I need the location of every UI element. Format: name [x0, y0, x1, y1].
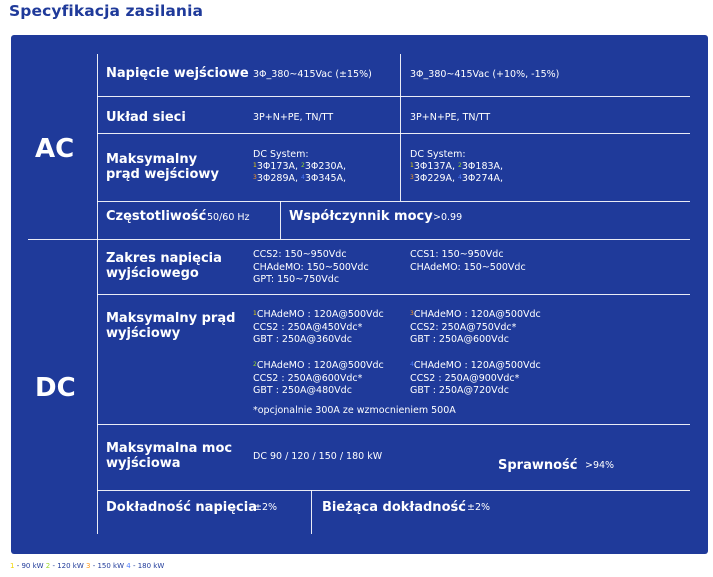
voltage-range: CCS1: 150~950Vdc — [410, 249, 504, 260]
current-line: CCS2: 250A@750Vdc* — [410, 321, 517, 333]
voltage-range: CHAdeMO: 150~500Vdc — [410, 261, 526, 273]
marker-1: 1 — [253, 310, 257, 317]
divider — [97, 490, 690, 491]
legend — [10, 562, 164, 570]
output-voltage-label — [106, 251, 222, 281]
marker-2: 2 — [253, 361, 257, 368]
current-line: CCS2 : 250A@450Vdc* — [253, 321, 363, 333]
current-line: CCS2 : 250A@600Vdc* — [253, 372, 363, 384]
current-value: 3Φ289A, — [256, 173, 299, 184]
max-input-current-col2 — [410, 149, 503, 185]
max-output-current-label — [106, 311, 235, 341]
efficiency-label: Sprawność — [498, 458, 578, 473]
label-line: wyjściowego — [106, 266, 199, 281]
current-line: CHAdeMO : 120A@500Vdc — [256, 309, 384, 320]
system-heading: DC System: — [410, 149, 466, 160]
power-factor-value: >0.99 — [433, 212, 463, 223]
divider — [400, 54, 401, 201]
current-line: GBT : 250A@480Vdc — [253, 385, 352, 396]
legend-marker-1: 1 — [10, 562, 15, 570]
divider — [311, 490, 312, 534]
network-value-1: 3P+N+PE, TN/TT — [253, 112, 334, 123]
input-voltage-label: Napięcie wejściowe — [106, 66, 249, 81]
voltage-accuracy-label: Dokładność napięcia — [106, 500, 257, 515]
current-value: 3Φ345A, — [304, 173, 347, 184]
divider — [97, 201, 690, 202]
legend-marker-4: 4 — [126, 562, 131, 570]
current-accuracy-label: Bieżąca dokładność — [322, 500, 466, 515]
divider — [97, 54, 98, 534]
current-value: 3Φ229A, — [413, 173, 456, 184]
voltage-range: CCS2: 150~950Vdc — [253, 249, 347, 260]
voltage-range: GPT: 150~750Vdc — [253, 274, 340, 285]
marker-4: 4 — [458, 174, 462, 181]
current-value: 3Φ137A, — [413, 161, 456, 172]
current-value: 3Φ173A, — [256, 161, 299, 172]
marker-1: 1 — [410, 162, 414, 169]
current-line: GBT : 250A@360Vdc — [253, 334, 352, 345]
current-value: 3Φ230A, — [304, 161, 347, 172]
label-line: Maksymalny prąd — [106, 311, 236, 326]
output-current-block-4 — [410, 360, 541, 398]
max-input-current-col1 — [253, 149, 346, 185]
current-value: 3Φ274A, — [461, 173, 504, 184]
marker-3: 3 — [253, 174, 257, 181]
legend-label: - 180 kW — [130, 562, 165, 570]
label-line: Zakres napięcia — [106, 251, 222, 266]
current-line: GBT : 250A@600Vdc — [410, 334, 509, 345]
efficiency-value: >94% — [585, 460, 615, 471]
voltage-range: CHAdeMO: 150~500Vdc — [253, 261, 369, 273]
current-line: GBT : 250A@720Vdc — [410, 385, 509, 396]
legend-label: - 150 kW — [90, 562, 127, 570]
voltage-accuracy-value: ±2% — [254, 502, 278, 513]
output-current-block-1 — [253, 309, 384, 347]
network-value-2: 3P+N+PE, TN/TT — [410, 112, 491, 123]
label-line: Maksymalna moc — [106, 441, 233, 456]
frequency-label: Częstotliwość — [106, 209, 207, 224]
system-heading: DC System: — [253, 149, 309, 160]
marker-4: 4 — [301, 174, 305, 181]
legend-label: - 120 kW — [50, 562, 87, 570]
marker-3: 3 — [410, 310, 414, 317]
label-line: prąd wejściowy — [106, 167, 219, 182]
network-label: Układ sieci — [106, 110, 186, 125]
label-line: wyjściowa — [106, 456, 181, 471]
label-line: wyjściowy — [106, 326, 181, 341]
current-line: CHAdeMO : 120A@500Vdc — [256, 360, 384, 371]
current-line: CHAdeMO : 120A@500Vdc — [413, 309, 541, 320]
max-input-current-label — [106, 152, 219, 182]
output-voltage-col2 — [410, 249, 526, 274]
section-ac: AC — [35, 134, 75, 164]
marker-1: 1 — [253, 162, 257, 169]
output-voltage-col1 — [253, 249, 369, 287]
marker-3: 3 — [410, 174, 414, 181]
divider — [97, 133, 690, 134]
max-output-power-label — [106, 441, 232, 471]
max-output-power-value: DC 90 / 120 / 150 / 180 kW — [253, 451, 383, 462]
section-divider — [28, 239, 690, 240]
current-accuracy-value: ±2% — [467, 502, 491, 513]
label-line: Maksymalny — [106, 152, 198, 167]
frequency-value: 50/60 Hz — [207, 212, 250, 223]
output-current-block-3 — [410, 309, 541, 347]
current-line: CHAdeMO : 120A@500Vdc — [413, 360, 541, 371]
input-voltage-value-2: 3Φ_380~415Vac (+10%, -15%) — [410, 69, 560, 80]
divider — [97, 96, 690, 97]
legend-marker-2: 2 — [45, 562, 51, 570]
legend-marker-3: 3 — [86, 562, 91, 570]
current-value: 3Φ183A, — [461, 161, 504, 172]
marker-2: 2 — [458, 162, 462, 169]
output-current-block-2 — [253, 360, 384, 398]
section-dc: DC — [35, 373, 76, 403]
page-title: Specyfikacja zasilania — [9, 2, 204, 20]
spec-table — [11, 35, 708, 554]
marker-2: 2 — [301, 162, 305, 169]
divider — [97, 294, 690, 295]
marker-4: 4 — [410, 361, 414, 368]
input-voltage-value-1: 3Φ_380~415Vac (±15%) — [253, 69, 372, 80]
divider — [280, 201, 281, 239]
current-line: CCS2 : 250A@900Vdc* — [410, 372, 520, 384]
power-factor-label: Współczynnik mocy — [289, 209, 433, 224]
output-current-note: *opcjonalnie 300A ze wzmocnieniem 500A — [253, 405, 456, 416]
divider — [97, 424, 690, 425]
legend-label: - 90 kW — [14, 562, 46, 570]
